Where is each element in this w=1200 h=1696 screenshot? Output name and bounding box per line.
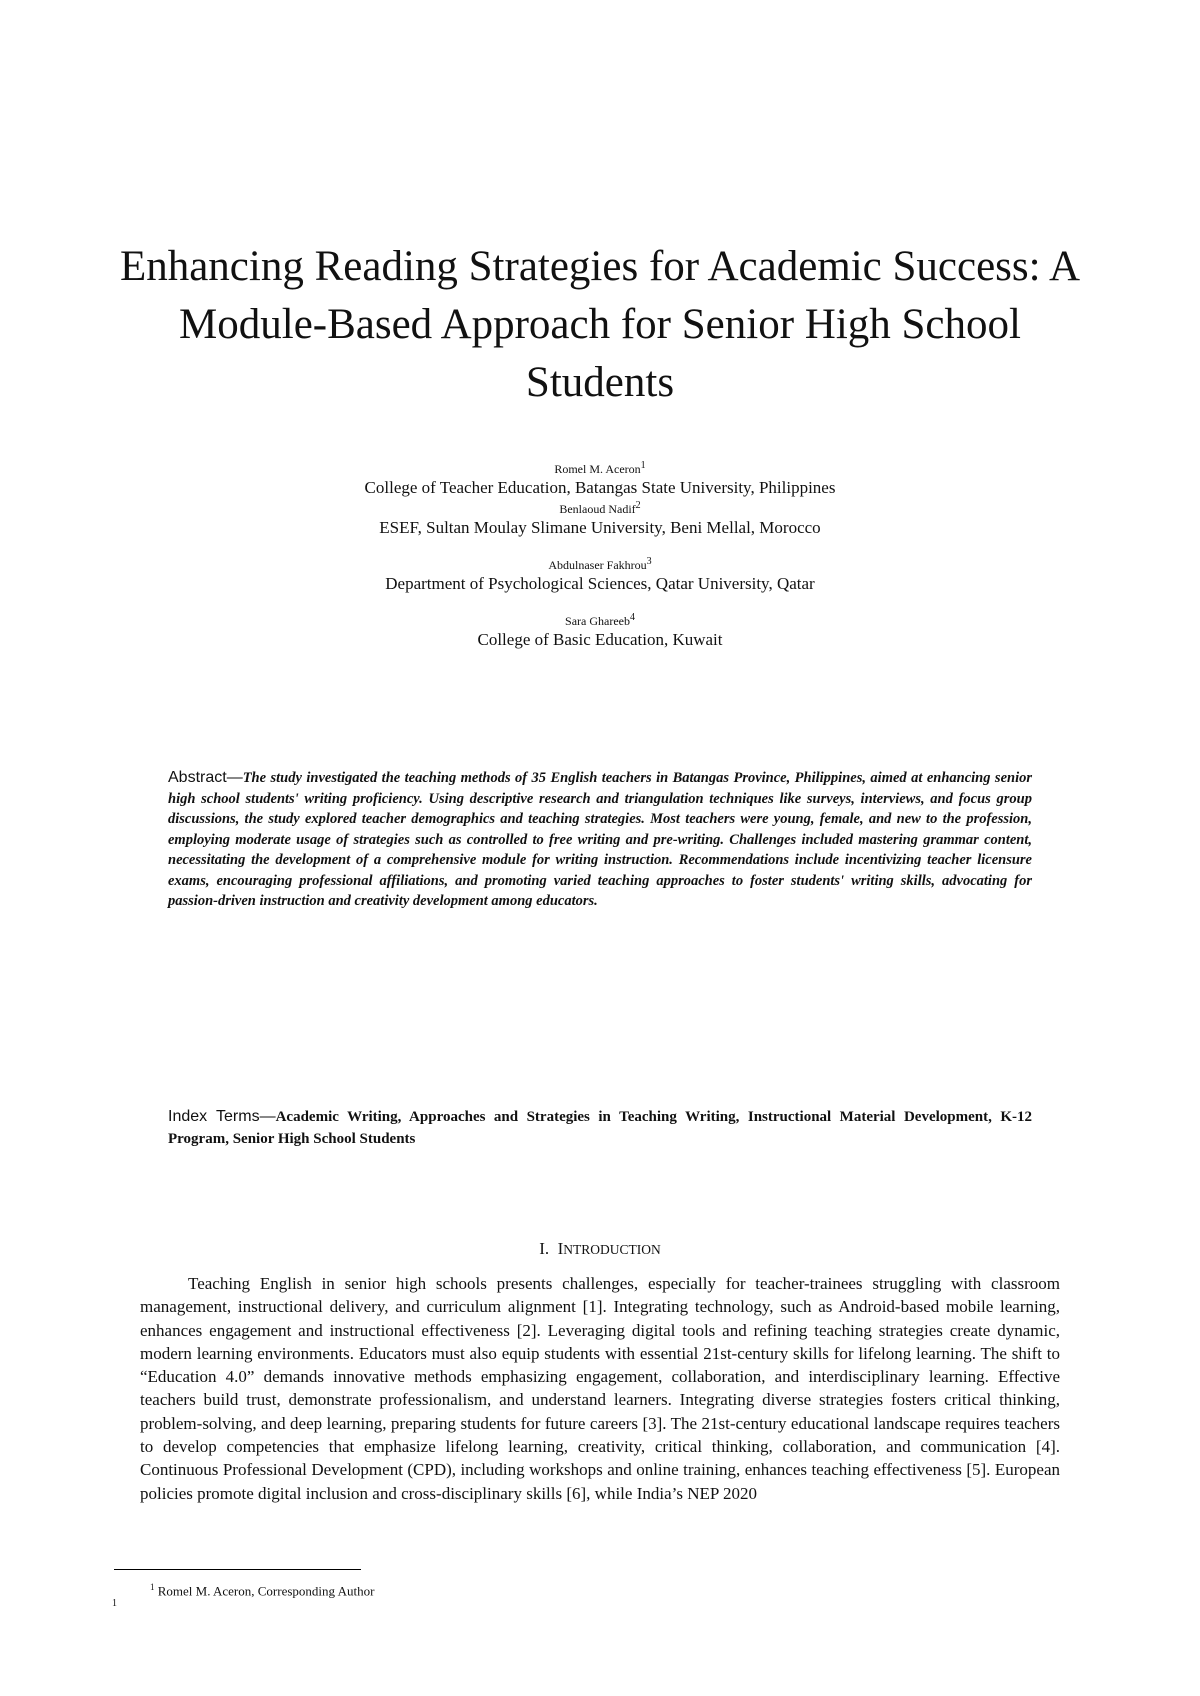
author-affiliation: College of Teacher Education, Batangas State University, Philippines (364, 478, 836, 497)
abstract (168, 768, 1032, 912)
author-block (200, 458, 1000, 650)
abstract-text: The study investigated the teaching methods of 35 English teachers in Batangas Province, Philippines, aimed at enhancing senior high school students' writing proficiency. Using descriptive research and triangulation techniques like surveys, interviews, and focus group discussions, the study explored teacher demographics and teaching strategies. Most teachers were young, female, and new to the profession, employing moderate usage of strategies such as controlled to free writing and pre-writing. Challenges included mastering grammar content, necessitating the development of a comprehensive module for writing instruction. Recommendations include incentivizing teacher licensure exams, encouraging professional affiliations, and promoting varied teaching approaches to foster students' writing skills, advocating for passion-driven instruction and creativity development among educators. (168, 770, 1032, 909)
author-name: Benlaoud Nadif$^2$ (559, 500, 641, 516)
author-affiliation: College of Basic Education, Kuwait (477, 630, 723, 649)
paper-title: Enhancing Reading Strategies for Academic Success: A Module-Based Approach for Senior High School Students (119, 243, 1081, 406)
author-affiliation: ESEF, Sultan Moulay Slimane University, Beni Mellal, Morocco (379, 518, 821, 537)
index-terms-label: Index Terms— (168, 1108, 276, 1125)
index-terms (168, 1106, 1032, 1150)
author-name: Abdulnaser Fakhrou$^3$ (548, 556, 652, 572)
page-number: 1 (112, 1598, 117, 1609)
index-terms-text: Academic Writing, Approaches and Strategies in Teaching Writing, Instructional Material Development, K-12 Program, Senior High School Students (168, 1109, 1032, 1147)
introduction-paragraph: Teaching English in senior high schools presents challenges, especially for teacher-trainees struggling with classroom management, instructional delivery, and curriculum alignment [1]. Integrating technology, such as Android-based mobile learning, enhances engagement and instructional effectiveness [2]. Leveraging digital tools and refining teaching strategies create dynamic, modern learning environments. Educators must also equip students with essential 21st-century skills for lifelong learning. The shift to “Education 4.0” demands innovative methods emphasizing engagement, collaboration, and interdisciplinary learning. Effective teachers build trust, demonstrate professionalism, and understand learners. Integrating diverse strategies fosters critical thinking, problem-solving, and deep learning, preparing students for future careers [3]. The 21st-century educational landscape requires teachers to develop competencies that emphasize lifelong learning, creativity, critical thinking, collaboration, and communication [4]. Continuous Professional Development (CPD), including workshops and online training, enhances teaching effectiveness [5]. European policies promote digital inclusion and cross-disciplinary skills [6], while India’s NEP 2020 (140, 1274, 1060, 1503)
footnote-divider (114, 1569, 361, 1570)
footnote: $^1$ Romel M. Aceron, Corresponding Author (150, 1582, 375, 1599)
author-affiliation: Department of Psychological Sciences, Qatar University, Qatar (385, 574, 815, 593)
section-heading-introduction: I. INTRODUCTION (539, 1239, 661, 1258)
author-name: Sara Ghareeb$^4$ (565, 612, 635, 628)
abstract-label: Abstract— (168, 769, 243, 786)
author-name: Romel M. Aceron$^1$ (554, 460, 646, 476)
